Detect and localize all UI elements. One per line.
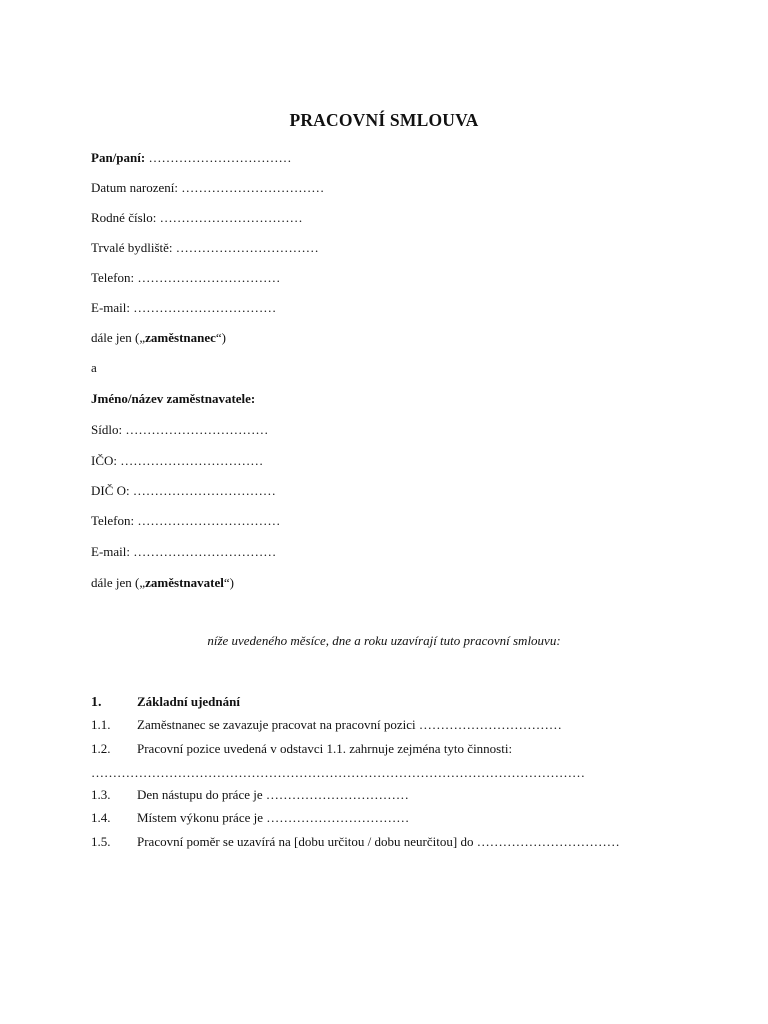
employer-ico-blank: …………………………… [120, 453, 264, 468]
employer-dic-blank: …………………………… [132, 483, 276, 498]
section-1-number: 1. [91, 695, 102, 710]
employer-dic-label: DIČ O: [91, 483, 130, 498]
employee-email-line [91, 300, 276, 316]
employee-email-label: E-mail: [91, 300, 130, 315]
employer-hereinafter-suffix: “) [223, 575, 234, 590]
clause-1-4 [91, 810, 409, 826]
employer-phone-label: Telefon: [91, 513, 135, 528]
contract-intro: níže uvedeného měsíce, dne a roku uzavírají tuto pracovní smlouvu: [207, 633, 561, 648]
employee-address-line [91, 240, 319, 256]
employer-seat-blank: …………………………… [125, 422, 269, 437]
employer-email-label: E-mail: [91, 544, 130, 559]
clause-1-3 [91, 787, 409, 803]
employer-email-blank: …………………………… [133, 544, 277, 559]
employer-ico-line [91, 453, 263, 469]
clause-text: Pracovní poměr se uzavírá na [dobu určitou / dobu neurčitou] do …………………………… [137, 834, 620, 849]
clause-1-2 [91, 741, 512, 757]
employee-hereinafter-suffix: “) [215, 330, 227, 345]
employee-birth-label: Datum narození: [91, 180, 178, 195]
employer-phone-blank: …………………………… [137, 513, 281, 528]
employee-id-label: Rodné číslo: [91, 210, 157, 225]
clause-text: Pracovní pozice uvedená v odstavci 1.1. zahrnuje zejména tyto činnosti: [137, 741, 513, 756]
employee-hereinafter-term: zaměstnanec [145, 330, 216, 345]
section-1-heading [91, 694, 240, 711]
employee-address-label: Trvalé bydliště: [91, 240, 173, 255]
employee-birth-line [91, 180, 324, 196]
employee-hereinafter-prefix: dále jen („ [91, 330, 146, 345]
employee-id-blank: …………………………… [159, 210, 303, 225]
clause-blank-line: …………………………………………………………………………………………………… [91, 765, 585, 780]
employer-hereinafter-term: zaměstnavatel [145, 575, 224, 590]
employer-hereinafter [91, 575, 234, 591]
clause-1-2-blank [91, 765, 585, 781]
clause-1-5 [91, 834, 620, 850]
clause-1-1 [91, 717, 562, 733]
employee-name-blank: …………………………… [148, 150, 292, 165]
clause-text: Místem výkonu práce je …………………………… [137, 810, 410, 825]
employee-address-blank: …………………………… [175, 240, 319, 255]
clause-number: 1.2. [91, 741, 111, 756]
employee-email-blank: …………………………… [133, 300, 277, 315]
employee-birth-blank: …………………………… [181, 180, 325, 195]
employer-seat-label: Sídlo: [91, 422, 123, 437]
employer-phone-line [91, 513, 280, 529]
document-title: PRACOVNÍ SMLOUVA [289, 110, 479, 130]
employee-name-label: Pan/paní: [91, 150, 146, 165]
employer-ico-label: IČO: [91, 453, 117, 468]
clause-number: 1.5. [91, 834, 111, 849]
clause-number: 1.4. [91, 810, 111, 825]
employee-id-line [91, 210, 303, 226]
employee-name-line [91, 150, 291, 166]
employer-dic-line [91, 483, 276, 499]
clause-number: 1.3. [91, 787, 111, 802]
employee-phone-blank: …………………………… [137, 270, 281, 285]
employee-hereinafter [91, 330, 226, 346]
section-1-title: Základní ujednání [137, 694, 240, 709]
employer-email-line [91, 544, 276, 560]
employee-phone-label: Telefon: [91, 270, 135, 285]
clause-text: Zaměstnanec se zavazuje pracovat na pracovní pozici …………………………… [137, 717, 562, 732]
clause-number: 1.1. [91, 717, 111, 732]
employer-seat-line [91, 422, 268, 438]
employer-name-label: Jméno/název zaměstnavatele: [91, 391, 256, 406]
clause-text: Den nástupu do práce je …………………………… [137, 787, 409, 802]
employee-phone-line [91, 270, 280, 286]
employer-hereinafter-prefix: dále jen („ [91, 575, 146, 590]
conjunction: a [91, 360, 97, 375]
